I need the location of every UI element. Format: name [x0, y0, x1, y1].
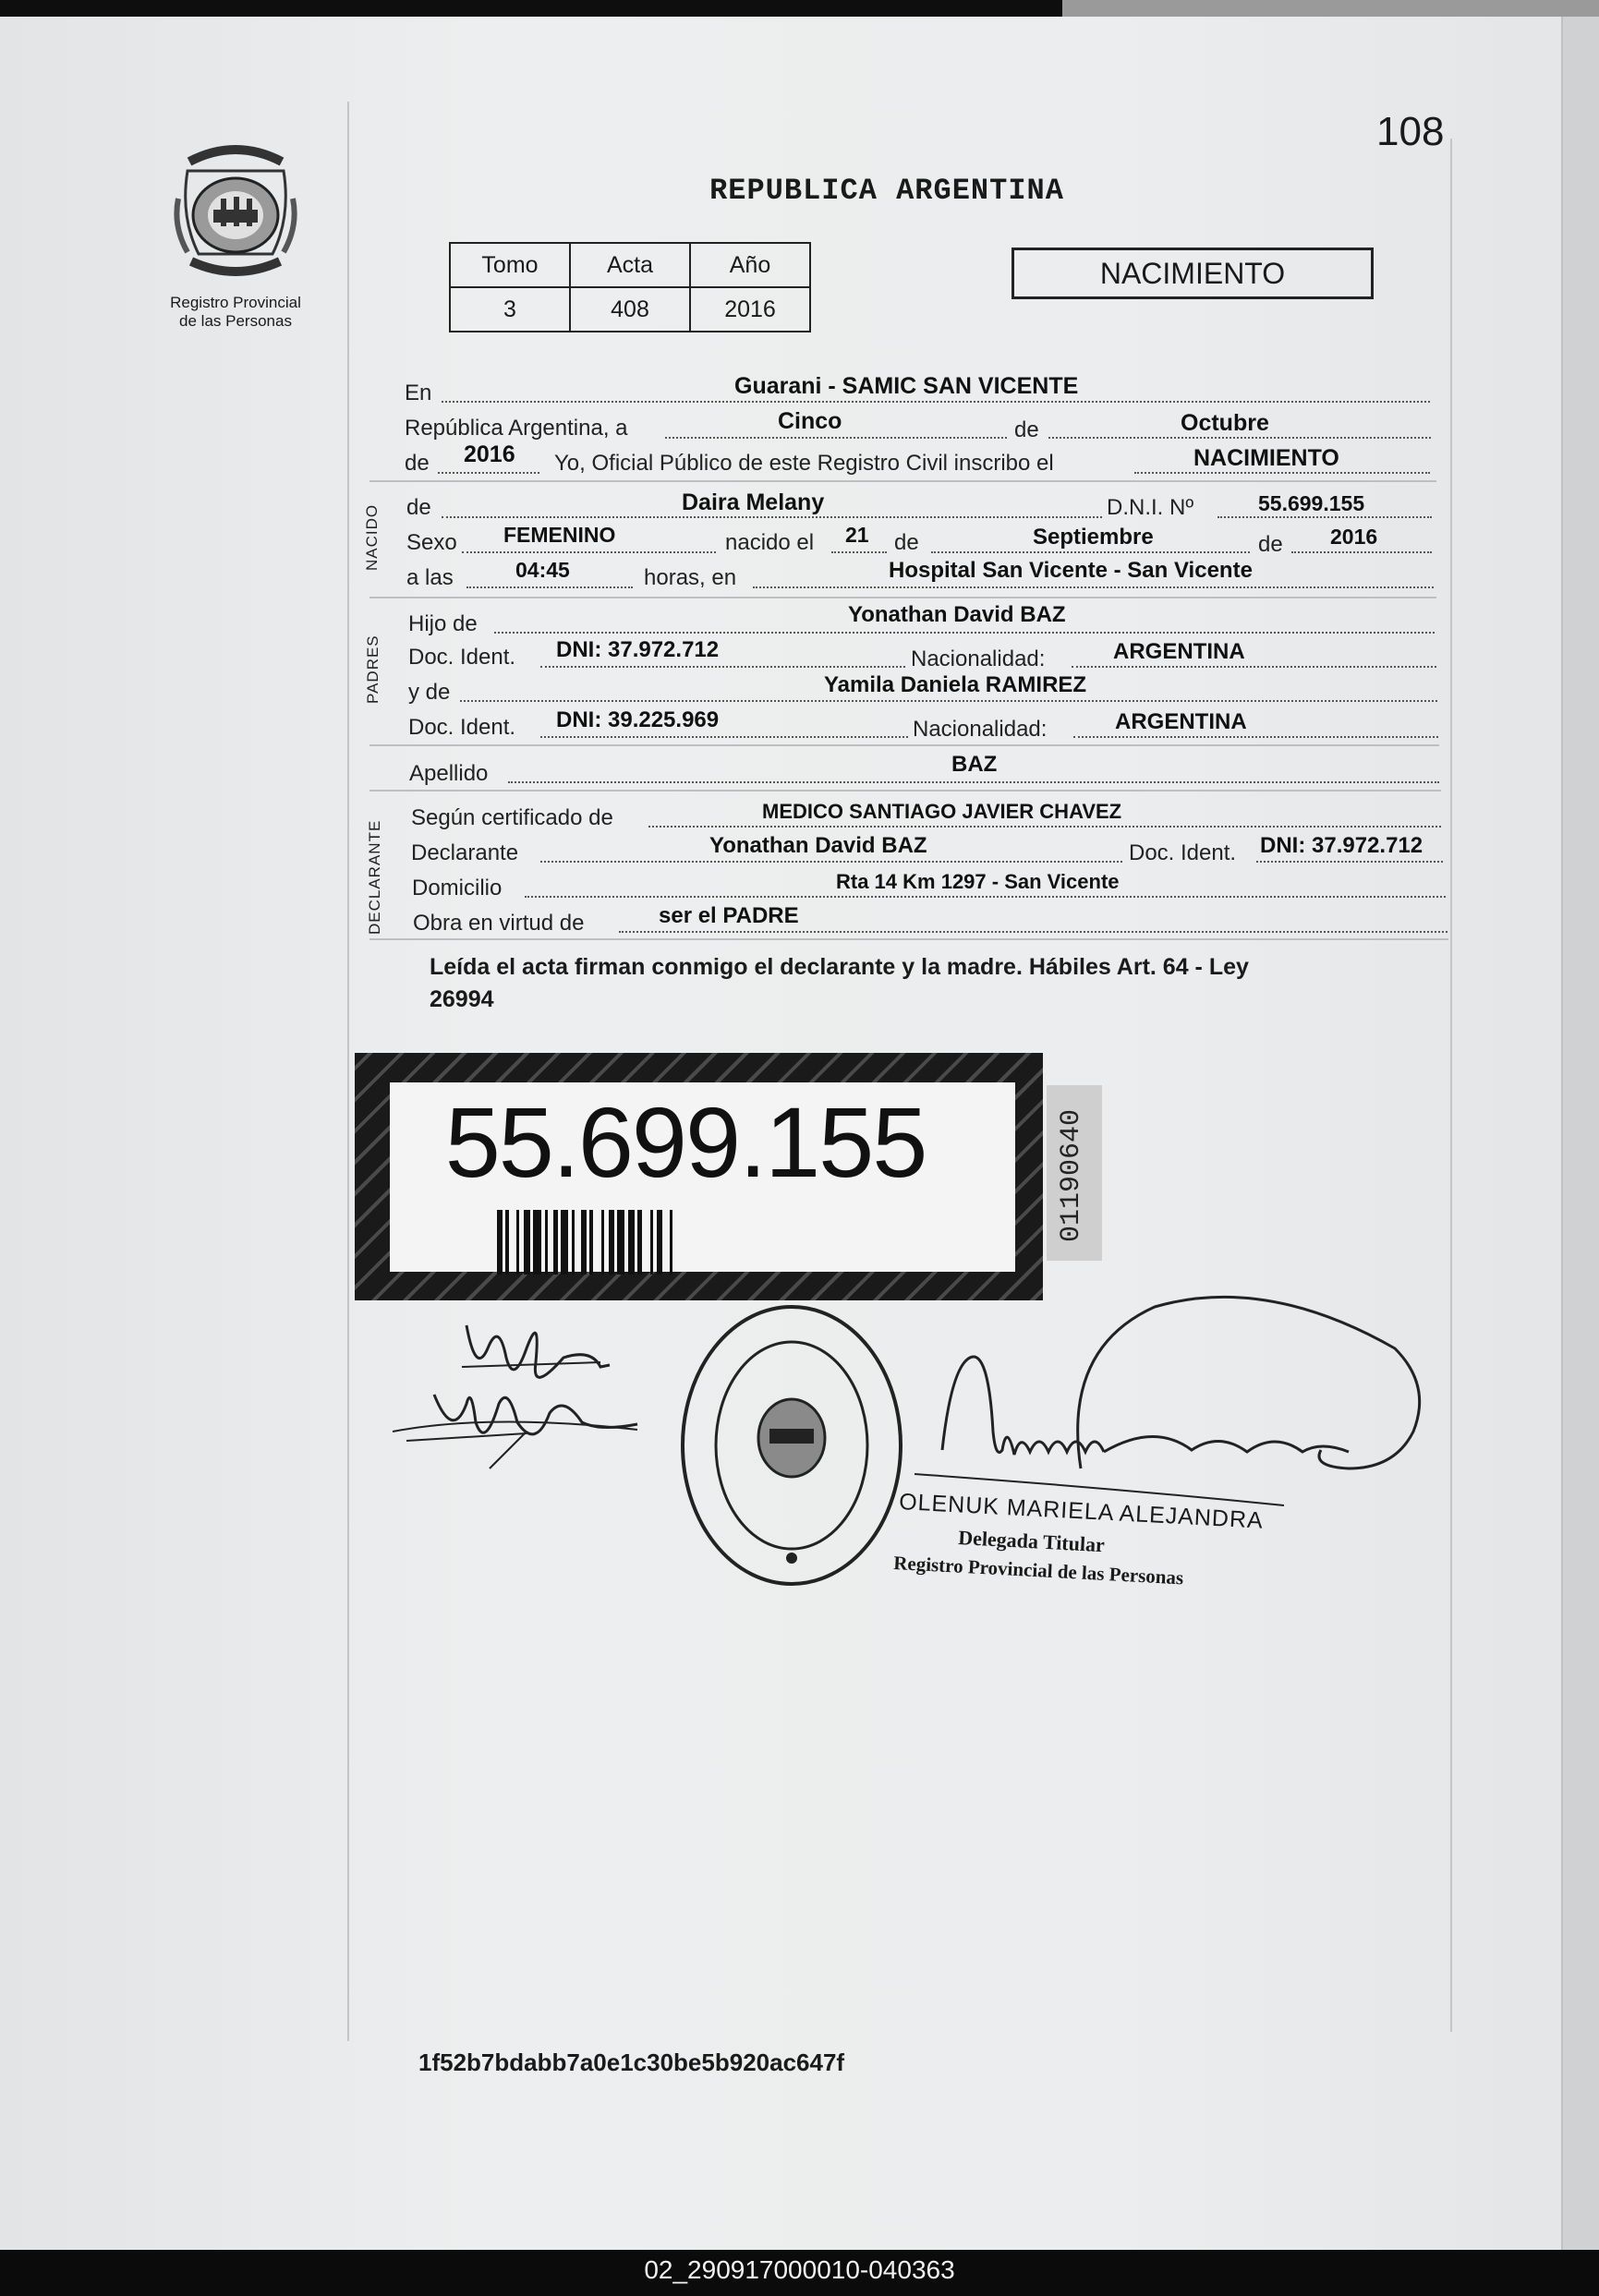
barcode-bar [533, 1210, 541, 1275]
record-type-box: NACIMIENTO [1011, 248, 1374, 299]
mother-doc-label: Doc. Ident. [408, 715, 516, 740]
month-value: Octubre [1181, 410, 1269, 436]
barcode-bar [516, 1210, 519, 1275]
official-name: OLENUK MARIELA ALEJANDRA [898, 1489, 1265, 1534]
declarant-signature [379, 1293, 656, 1496]
barcode-bar [617, 1210, 624, 1275]
de2-label: de [405, 451, 430, 476]
declarante-doc-label: Doc. Ident. [1129, 840, 1237, 865]
document-hash: 1f52b7bdabb7a0e1c30be5b920ac647f [418, 2048, 845, 2076]
page-number: 108 [1376, 109, 1445, 154]
declarante-label: Declarante [411, 840, 519, 865]
acta-header: Acta [570, 243, 690, 287]
year-value: 2016 [464, 441, 515, 467]
hijo-label: Hijo de [408, 611, 478, 636]
page-edge [1561, 17, 1599, 2252]
day-value: Cinco [778, 408, 842, 434]
place-value: Guarani - SAMIC SAN VICENTE [734, 373, 1079, 399]
republica-label: República Argentina, a [405, 416, 628, 441]
record-table [449, 242, 811, 332]
declarante-section-label: DECLARANTE [366, 819, 383, 935]
father-doc: DNI: 37.972.712 [556, 637, 720, 662]
barcode-bar [628, 1210, 635, 1275]
id-barcode-sticker [355, 1053, 1043, 1300]
birth-month: Septiembre [1033, 525, 1154, 550]
birth-day: 21 [845, 523, 869, 547]
birth-place: Hospital San Vicente - San Vicente [889, 558, 1253, 583]
logo-caption-line1: Registro Provincial [170, 294, 301, 311]
dni-label: D.N.I. Nº [1107, 495, 1194, 520]
nacido-el-label: nacido el [725, 530, 815, 555]
mother-name: Yamila Daniela RAMIREZ [824, 672, 1087, 697]
sexo-value: FEMENINO [503, 523, 616, 547]
mother-doc: DNI: 39.225.969 [556, 707, 720, 732]
de-label: de [1014, 417, 1039, 442]
birth-time: 04:45 [515, 558, 570, 582]
barcode-number: 55.699.155 [444, 1086, 927, 1198]
barcode-bar [589, 1210, 593, 1275]
acta-value: 408 [570, 287, 690, 332]
child-dni: 55.699.155 [1258, 491, 1365, 515]
apellido-label: Apellido [409, 761, 489, 786]
alas-label: a las [406, 565, 454, 590]
en-label: En [405, 381, 432, 405]
barcode-bar [670, 1210, 672, 1275]
mother-nat-label: Nacionalidad: [913, 717, 1048, 742]
barcode-bar [581, 1210, 587, 1275]
barcode-bars [497, 1210, 903, 1275]
barcode-bar [637, 1210, 642, 1275]
document-title: REPUBLICA ARGENTINA [709, 174, 1064, 208]
cert-label: Según certificado de [411, 805, 613, 830]
right-margin-line [1450, 139, 1452, 2032]
barcode-bar [650, 1210, 653, 1275]
birth-year: 2016 [1330, 525, 1378, 549]
barcode-bar [524, 1210, 530, 1275]
barcode-side-code: 01190640 [1056, 1108, 1087, 1242]
apellido-value: BAZ [951, 752, 998, 777]
barcode-bar [609, 1210, 614, 1275]
barcode-label [390, 1082, 1015, 1272]
father-name: Yonathan David BAZ [848, 602, 1066, 627]
barcode-side-tag [1047, 1085, 1102, 1261]
de-label-2: de [894, 530, 919, 555]
anio-value: 2016 [690, 287, 810, 332]
nacido-de-label: de [406, 495, 431, 520]
anio-header: Año [690, 243, 810, 287]
horas-label: horas, en [644, 565, 737, 590]
cert-value: MEDICO SANTIAGO JAVIER CHAVEZ [762, 800, 1122, 823]
barcode-bar [657, 1210, 662, 1275]
barcode-bar [497, 1210, 503, 1275]
left-margin-line [347, 102, 349, 2041]
barcode-bar [553, 1210, 558, 1275]
nacido-section-label: NACIDO [363, 503, 381, 571]
closing-text-line2: 26994 [430, 986, 494, 1012]
father-nat-label: Nacionalidad: [911, 647, 1046, 671]
inscribe-value: NACIMIENTO [1193, 445, 1339, 471]
tomo-value: 3 [450, 287, 570, 332]
declarante-name: Yonathan David BAZ [709, 833, 927, 858]
padres-section-label: PADRES [364, 634, 382, 704]
sexo-label: Sexo [406, 530, 457, 555]
barcode-bar [572, 1210, 575, 1275]
father-doc-label: Doc. Ident. [408, 645, 516, 670]
province-logo [171, 143, 300, 282]
domicilio-label: Domicilio [412, 876, 503, 900]
obra-value: ser el PADRE [659, 903, 799, 928]
closing-text-line1: Leída el acta firman conmigo el declarante y la madre. Hábiles Art. 64 - Ley [430, 954, 1249, 980]
yde-label: y de [408, 680, 451, 705]
child-name: Daira Melany [682, 489, 825, 515]
barcode-bar [545, 1210, 548, 1275]
tomo-header: Tomo [450, 243, 570, 287]
oficial-text: Yo, Oficial Público de este Registro Civil inscribo el [554, 451, 1054, 476]
barcode-bar [601, 1210, 604, 1275]
logo-caption [139, 294, 333, 331]
obra-label: Obra en virtud de [413, 911, 585, 936]
barcode-bar [505, 1210, 509, 1275]
closing-text [430, 951, 1427, 1016]
barcode-bar [561, 1210, 568, 1275]
scan-footer-code: 02_290917000010-040363 [644, 2255, 955, 2284]
mother-nationality: ARGENTINA [1115, 709, 1247, 734]
father-nationality: ARGENTINA [1113, 639, 1245, 664]
declarante-doc: DNI: 37.972.712 [1260, 833, 1423, 858]
registry-stamp [679, 1298, 910, 1593]
logo-caption-line2: de las Personas [179, 312, 292, 330]
official-role: Delegada Titular [957, 1526, 1106, 1557]
official-org: Registro Provincial de las Personas [892, 1552, 1184, 1589]
de-label-3: de [1258, 532, 1283, 557]
domicilio-value: Rta 14 Km 1297 - San Vicente [836, 870, 1120, 893]
